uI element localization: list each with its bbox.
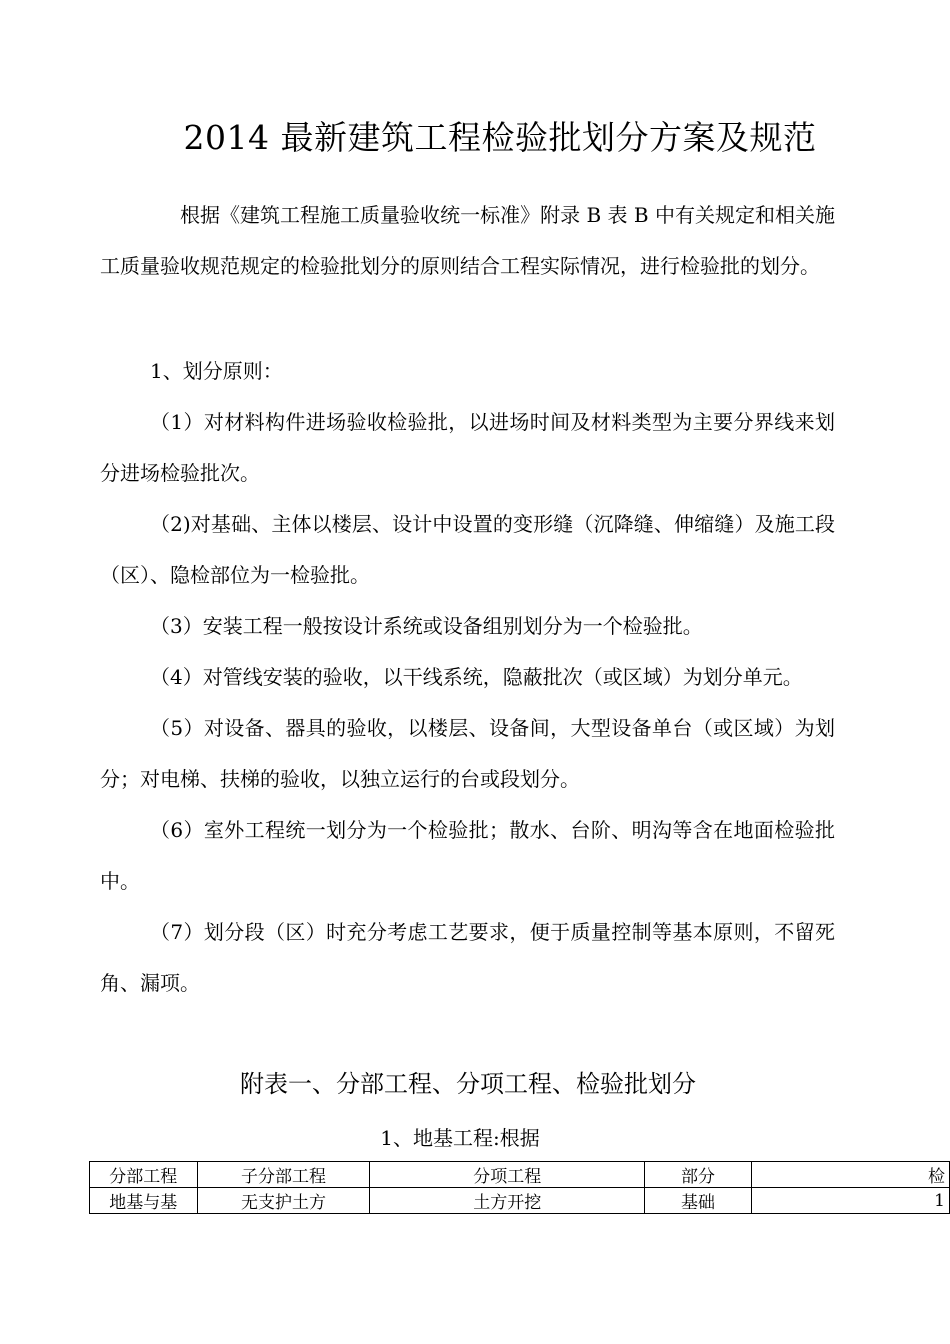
principle-item: （5）对设备、器具的验收，以楼层、设备间，大型设备单台（或区域）为划分；对电梯、扶梯的验收，以独立运行的台或段划分。 — [100, 716, 835, 791]
principles-heading: 1、划分原则： — [150, 359, 283, 383]
principles-block — [100, 346, 835, 1009]
table-cell: 基础 — [644, 1188, 751, 1214]
principle-item: （1）对材料构件进场验收检验批，以进场时间及材料类型为主要分界线来划分进场检验批次。 — [100, 410, 835, 485]
document-title: 2014 最新建筑工程检验批划分方案及规范 — [183, 118, 817, 157]
principle-item: （7）划分段（区）时充分考虑工艺要求，便于质量控制等基本原则，不留死角、漏项。 — [100, 920, 835, 995]
table-cell: 地基与基 — [90, 1188, 198, 1214]
table-header-row — [90, 1162, 950, 1188]
table-header-cell: 子分部工程 — [197, 1162, 370, 1188]
principle-item: （2)对基础、主体以楼层、设计中设置的变形缝（沉降缝、伸缩缝）及施工段（区）、隐检部位为一检验批。 — [100, 512, 835, 587]
intro-paragraph: 根据《建筑工程施工质量验收统一标准》附录 B 表 B 中有关规定和相关施工质量验收规范规定的检验批划分的原则结合工程实际情况，进行检验批的划分。 — [100, 203, 835, 278]
table-cell: 无支护土方 — [197, 1188, 370, 1214]
intro-block — [100, 190, 835, 292]
principle-item: （3）安装工程一般按设计系统或设备组别划分为一个检验批。 — [150, 614, 703, 638]
inspection-lot-table — [89, 1161, 950, 1214]
table-header-cell: 检 — [752, 1162, 950, 1188]
table-header-cell: 分项工程 — [370, 1162, 645, 1188]
table-row — [90, 1188, 950, 1214]
principle-item: （4）对管线安装的验收，以干线系统，隐蔽批次（或区域）为划分单元。 — [150, 665, 803, 689]
principle-item: （6）室外工程统一划分为一个检验批；散水、台阶、明沟等含在地面检验批中。 — [100, 818, 835, 893]
table-header-cell: 分部工程 — [90, 1162, 198, 1188]
appendix-title: 附表一、分部工程、分项工程、检验批划分 — [240, 1070, 696, 1098]
section-title: 1、地基工程:根据 — [380, 1126, 540, 1150]
table-cell: 土方开挖 — [370, 1188, 645, 1214]
table-header-cell: 部分 — [644, 1162, 751, 1188]
table-cell: 1 — [752, 1188, 950, 1214]
